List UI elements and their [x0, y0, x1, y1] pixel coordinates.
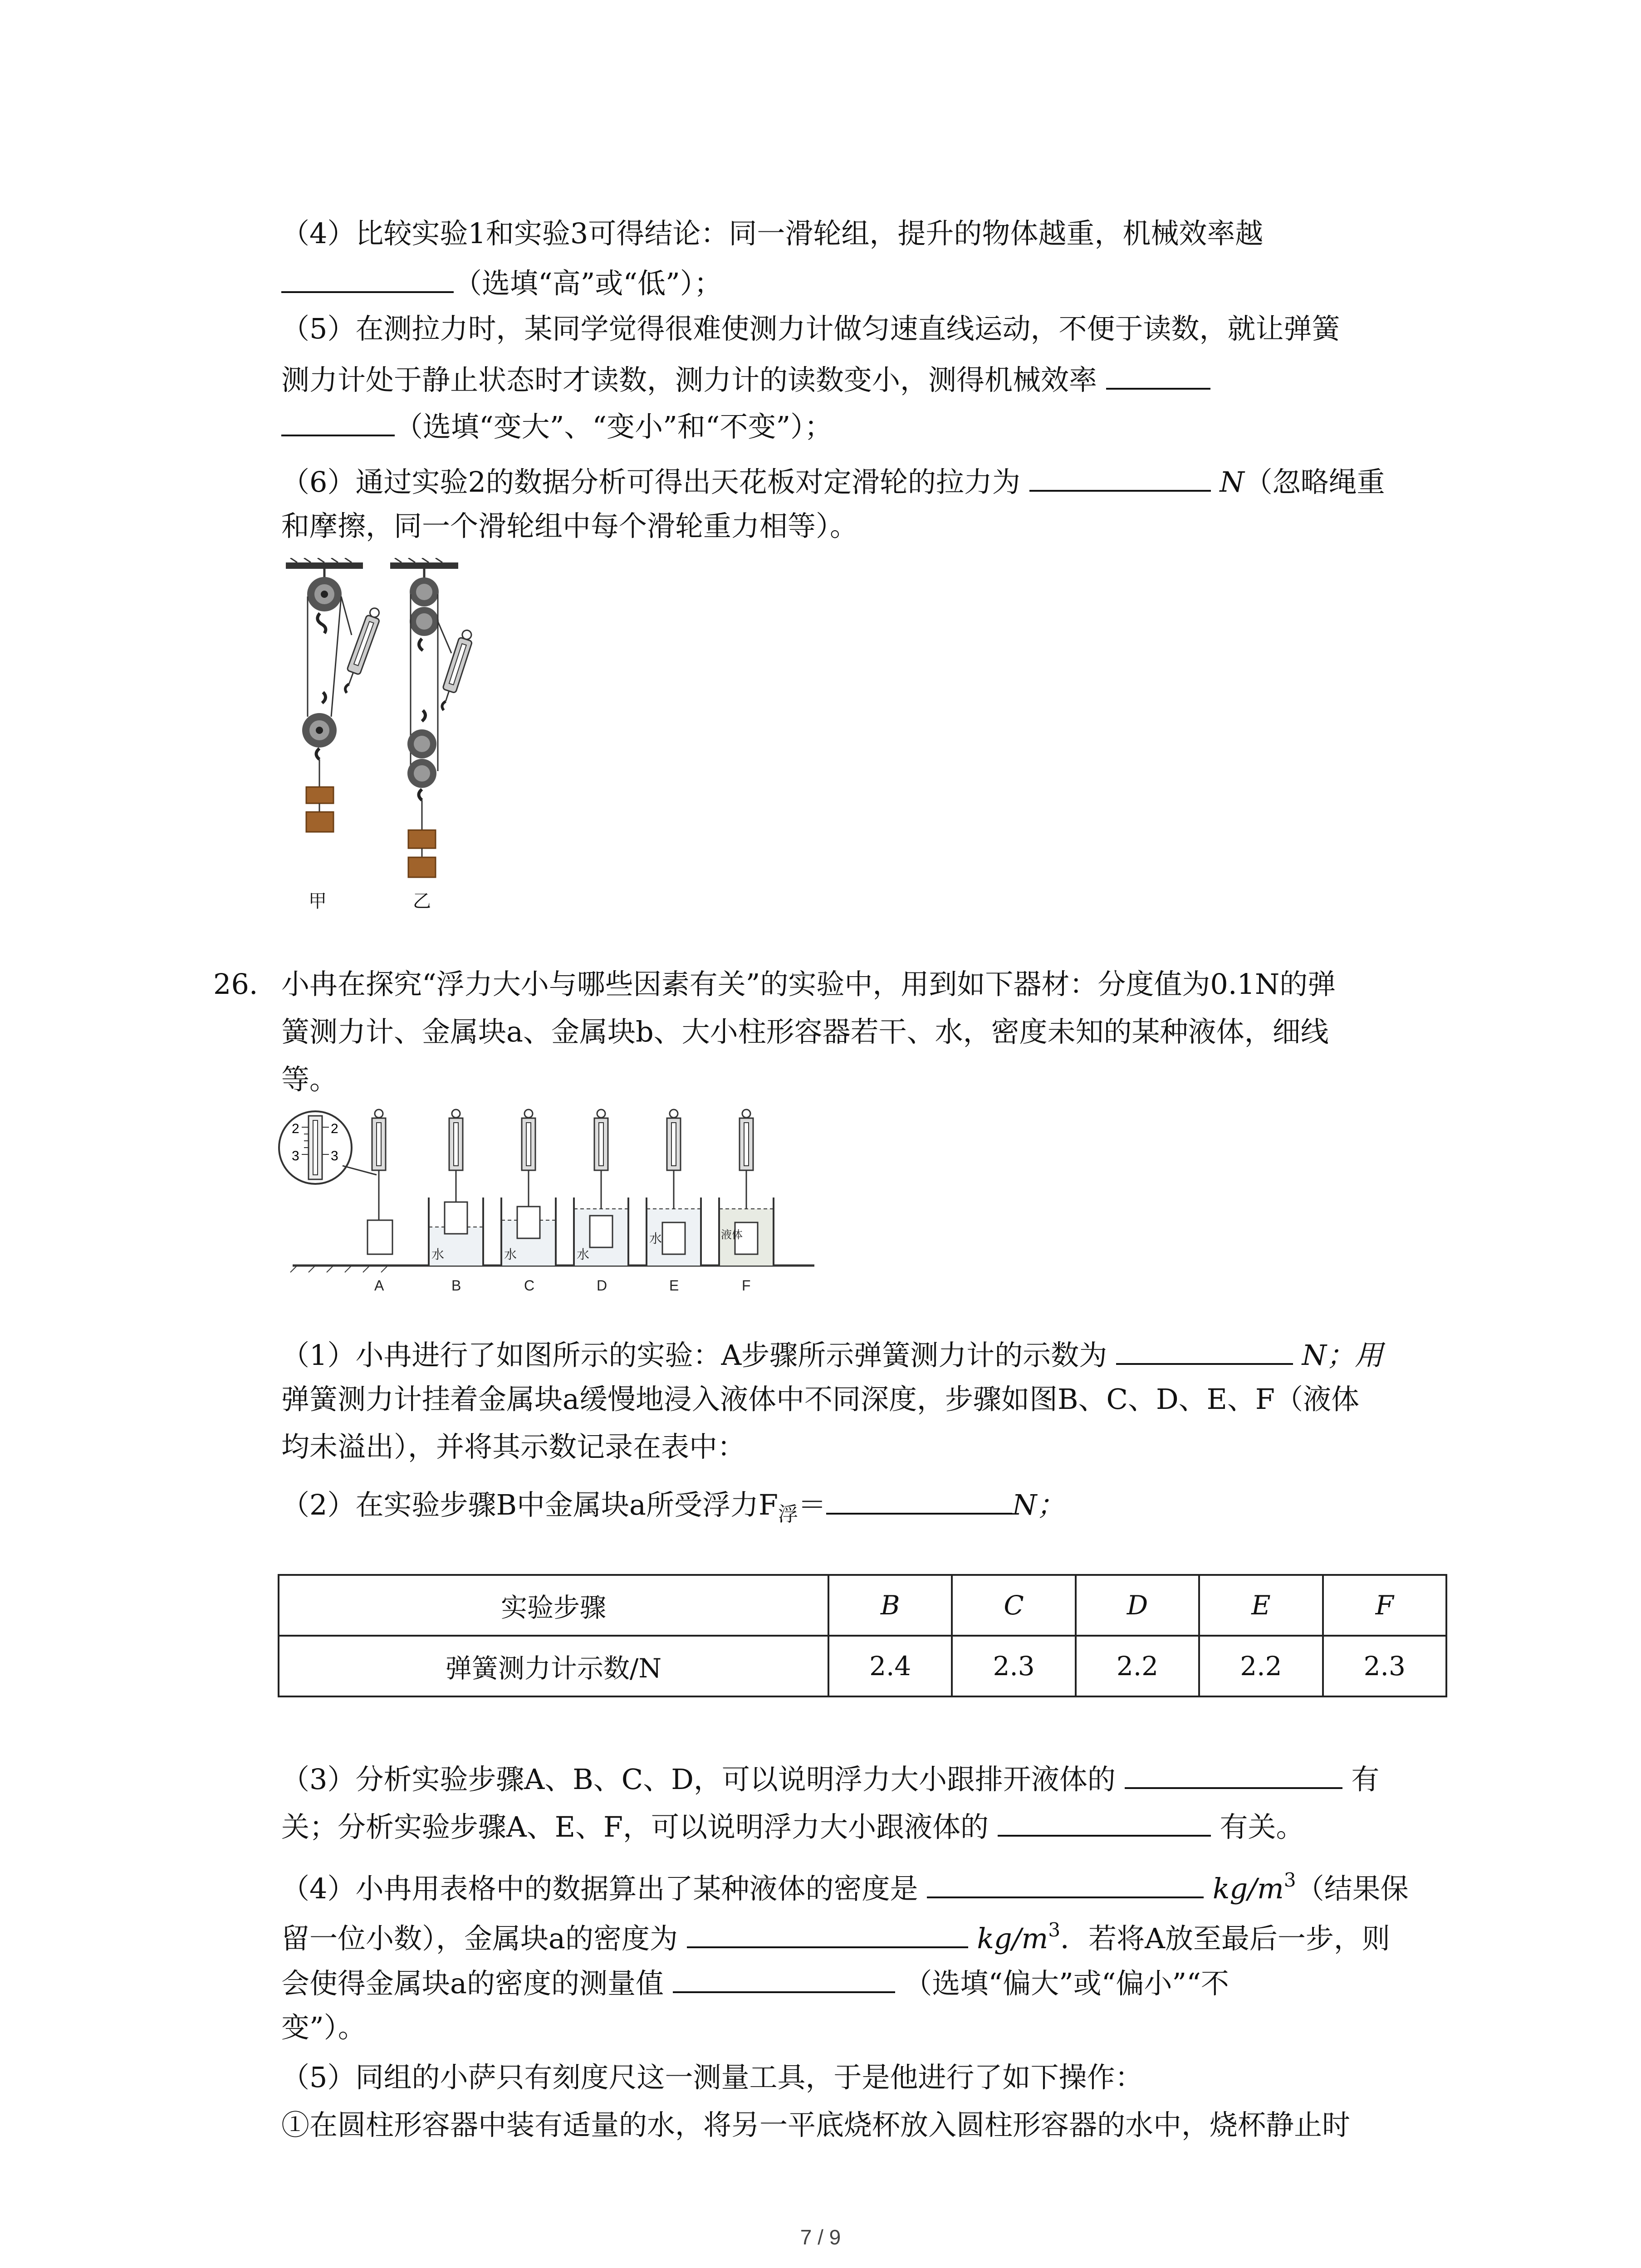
table-step: F [1323, 1575, 1446, 1636]
table-step: E [1199, 1575, 1323, 1636]
table-value: 2.2 [1199, 1636, 1323, 1696]
q26-p3-line2: 关；分析实验步骤A、E、F，可以说明浮力大小跟液体的 有关。 [281, 1803, 1304, 1848]
q26-intro-line3: 等。 [281, 1063, 338, 1096]
step-b-apparatus [429, 1110, 483, 1266]
scale-magnifier [279, 1111, 377, 1184]
q26-p1-line3: 均未溢出），并将其示数记录在表中： [281, 1430, 746, 1463]
answer-blank[interactable] [1125, 1755, 1342, 1789]
q25-p6-line1: （6）通过实验2的数据分析可得出天花板对定滑轮的拉力为 N（忽略绳重 [281, 458, 1385, 503]
scale-tick-label: 2 [331, 1121, 338, 1136]
liquid-label-e: 水 [649, 1231, 662, 1246]
liquid-label-d: 水 [577, 1247, 590, 1262]
answer-blank[interactable] [673, 1960, 895, 1993]
q25-p5-line1: （5）在测拉力时，某同学觉得很难使测力计做匀速直线运动，不便于读数，就让弹簧 [281, 312, 1340, 345]
pulley-system-yi [390, 558, 475, 877]
liquid-label-b: 水 [431, 1247, 445, 1262]
q25-p4-line2: （选填“高”或“低”）； [281, 259, 722, 304]
answer-blank[interactable] [927, 1865, 1204, 1898]
step-label-f: F [742, 1277, 751, 1294]
liquid-label-f: 液体 [721, 1228, 743, 1241]
table-value: 2.4 [828, 1636, 952, 1696]
answer-blank[interactable] [281, 403, 395, 436]
step-f-apparatus [719, 1110, 774, 1266]
scale-tick-label: 3 [292, 1149, 299, 1163]
scale-tick-label: 3 [331, 1149, 338, 1163]
q26-p1-line1: （1）小冉进行了如图所示的实验：A步骤所示弹簧测力计的示数为 N；用 [281, 1331, 1383, 1376]
table-value: 2.2 [1076, 1636, 1199, 1696]
table-row-header [279, 1575, 1446, 1636]
answer-blank[interactable] [687, 1915, 968, 1948]
step-label-a: A [374, 1277, 384, 1294]
table-row-values [279, 1636, 1446, 1696]
figure-label-jia: 甲 [309, 891, 327, 912]
answer-blank[interactable] [1029, 458, 1211, 492]
table-value: 2.3 [952, 1636, 1075, 1696]
q25-p5-line3: （选填“变大”、“变小”和“不变”）； [281, 403, 833, 447]
step-label-c: C [524, 1277, 535, 1294]
q25-p4-line1: （4）比较实验1和实验3可得结论：同一滑轮组，提升的物体越重，机械效率越 [281, 217, 1264, 250]
q25-p5-line2: 测力计处于静止状态时才读数，测力计的读数变小，测得机械效率 [281, 356, 1210, 401]
q25-p6-line2: 和摩擦，同一个滑轮组中每个滑轮重力相等）。 [281, 509, 858, 543]
table-value: 2.3 [1323, 1636, 1446, 1696]
q26-p4-line1: （4）小冉用表格中的数据算出了某种液体的密度是 $kg/m^3$（结果保 [281, 1860, 1409, 1909]
q26-p4-line3: 会使得金属块a的密度的测量值 （选填“偏大”或“偏小”“不 [281, 1960, 1229, 2004]
step-label-e: E [669, 1277, 679, 1294]
table-step: C [952, 1575, 1075, 1636]
q26-p5-line2: ①在圆柱形容器中装有适量的水，将另一平底烧杯放入圆柱形容器的水中，烧杯静止时 [281, 2108, 1351, 2141]
step-c-apparatus [501, 1110, 556, 1266]
answer-blank[interactable] [998, 1803, 1211, 1837]
table-header-label: 实验步骤 [279, 1575, 828, 1636]
pulley-figure [272, 558, 526, 912]
scale-tick-label: 2 [292, 1121, 299, 1136]
q26-intro-line2: 簧测力计、金属块a、金属块b、大小柱形容器若干、水，密度未知的某种液体，细线 [281, 1015, 1329, 1048]
answer-blank[interactable] [1116, 1331, 1293, 1365]
liquid-label-c: 水 [504, 1247, 517, 1262]
q26-p1-line2: 弹簧测力计挂着金属块a缓慢地浸入液体中不同深度，步骤如图B、C、D、E、F（液体 [281, 1383, 1359, 1416]
pulley-system-jia [286, 558, 383, 832]
q26-p4-line2: 留一位小数），金属块a的密度为 $kg/m^3$．若将A放至最后一步，则 [281, 1910, 1390, 1959]
table-row-label: 弹簧测力计示数/N [279, 1636, 828, 1696]
q26-p2-line: （2）在实验步骤B中金属块a所受浮力$F_浮= N$； [281, 1481, 1065, 1535]
question-number: 26. [213, 968, 258, 1001]
buoyancy-figure [274, 1107, 837, 1315]
q26-p4-line4: 变”）。 [281, 2011, 366, 2044]
figure-label-yi: 乙 [413, 891, 431, 912]
answer-blank[interactable] [826, 1481, 1012, 1515]
table-step: B [828, 1575, 952, 1636]
page-number: 7 / 9 [800, 2225, 841, 2249]
q26-intro-line1: 小冉在探究“浮力大小与哪些因素有关”的实验中，用到如下器材：分度值为0.1N的弹 [281, 968, 1336, 1001]
table-step: D [1076, 1575, 1199, 1636]
answer-blank[interactable] [1106, 356, 1210, 390]
q26-p3-line1: （3）分析实验步骤A、B、C、D，可以说明浮力大小跟排开液体的 有 [281, 1755, 1379, 1800]
answer-blank[interactable] [281, 259, 454, 293]
step-label-b: B [451, 1277, 461, 1294]
step-d-apparatus [574, 1110, 628, 1266]
step-label-d: D [597, 1277, 607, 1294]
data-table [278, 1574, 1447, 1697]
step-a-apparatus [367, 1110, 392, 1254]
q26-p5-line1: （5）同组的小萨只有刻度尺这一测量工具，于是他进行了如下操作： [281, 2061, 1143, 2094]
